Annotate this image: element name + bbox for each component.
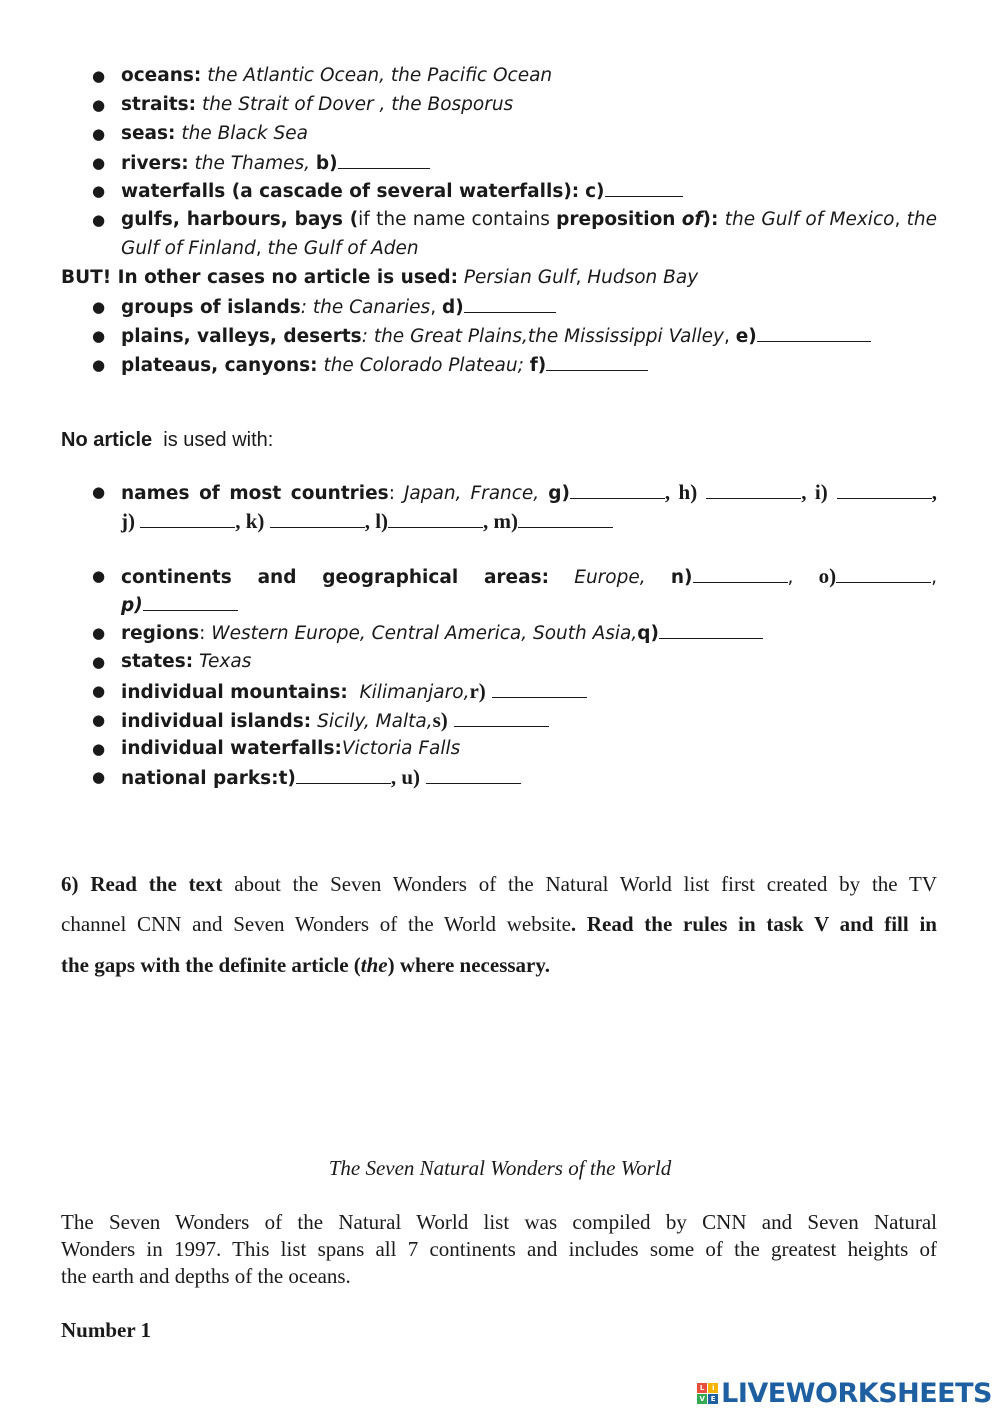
logo-text: LIVEWORKSHEETS <box>721 1377 992 1409</box>
rule-individual-islands: individual islands: Sicily, Malta,s) <box>121 707 549 735</box>
rule-individual-waterfalls: individual waterfalls:Victoria Falls <box>121 738 461 759</box>
rule-plains: plains, valleys, deserts: the Great Plains,the Mississippi Valley, e) <box>121 323 871 350</box>
gap-d[interactable] <box>464 294 556 313</box>
rule-countries: names of most countries: Japan, France, g) , h) , i) , <box>121 480 937 504</box>
rule-national-parks: national parks:t) , u) <box>121 764 521 792</box>
gap-c[interactable] <box>605 178 683 197</box>
task6-line1: 6) Read the text about the Seven Wonders of the Natural World list first created by the TV <box>61 872 938 896</box>
rule-waterfalls: waterfalls (a cascade of several waterfalls): c) <box>121 178 683 205</box>
rule-continents: continents and geographical areas: Europe, n) , o) , <box>121 564 938 588</box>
bullet: ● <box>92 211 106 229</box>
article-p1: The Seven Wonders of the Natural World list was compiled by CNN and Seven Natural <box>61 1210 937 1234</box>
gap-p[interactable] <box>143 592 238 611</box>
gap-u[interactable] <box>426 765 521 784</box>
gap-i[interactable] <box>837 480 932 499</box>
article-title: The Seven Natural Wonders of the World <box>328 1156 672 1180</box>
article-p2: Wonders in 1997. This list spans all 7 continents and includes some of the greatest heights of <box>61 1237 937 1261</box>
bullet: ● <box>92 182 106 200</box>
bullet: ● <box>92 327 106 345</box>
bullet: ● <box>92 768 106 786</box>
task6-line3: the gaps with the definite article (the) where necessary. <box>61 953 550 977</box>
gap-l[interactable] <box>388 509 483 528</box>
task6-line2: channel CNN and Seven Wonders of the World website. Read the rules in task V and fill in <box>61 912 937 936</box>
gap-b[interactable] <box>338 150 430 169</box>
gap-s[interactable] <box>454 708 549 727</box>
rule-islands: groups of islands: the Canaries, d) <box>121 294 556 321</box>
gap-n[interactable] <box>693 564 788 583</box>
rule-mountains: individual mountains: Kilimanjaro,r) <box>121 678 587 706</box>
gap-f[interactable] <box>546 352 648 371</box>
rule-plateaus: plateaus, canyons: the Colorado Plateau; f) <box>121 352 648 379</box>
article-p3: the earth and depths of the oceans. <box>61 1264 351 1288</box>
bullet: ● <box>92 298 106 316</box>
bullet: ● <box>92 125 106 143</box>
gap-r[interactable] <box>492 679 587 698</box>
rule-states: states: Texas <box>121 651 252 672</box>
logo-icon: L i V E <box>697 1383 718 1404</box>
gap-j[interactable] <box>140 509 235 528</box>
rule-rivers: rivers: the Thames, b) <box>121 150 430 177</box>
rule-seas: seas: the Black Sea <box>121 123 308 144</box>
rule-straits: straits: the Strait of Dover , the Bosporus <box>121 94 514 115</box>
rule-gulfs: gulfs, harbours, bays (if the name contains preposition of): the Gulf of Mexico, the <box>121 209 938 230</box>
rule-regions: regions: Western Europe, Central America, South Asia,q) <box>121 620 763 647</box>
rule-continents-line2: p) <box>121 592 238 619</box>
gap-k[interactable] <box>270 509 365 528</box>
bullet: ● <box>92 567 106 585</box>
no-article-heading: No article is used with: <box>61 429 274 451</box>
bullet: ● <box>92 356 106 374</box>
gap-h[interactable] <box>706 480 801 499</box>
gap-m[interactable] <box>518 509 613 528</box>
gap-t[interactable] <box>296 765 391 784</box>
bullet: ● <box>92 740 106 758</box>
bullet: ● <box>92 96 106 114</box>
but-note: BUT! In other cases no article is used: Persian Gulf, Hudson Bay <box>61 267 699 288</box>
gap-o[interactable] <box>836 564 931 583</box>
rule-countries-line2: j) , k) , l) , m) <box>121 508 613 534</box>
bullet: ● <box>92 682 106 700</box>
gap-e[interactable] <box>757 323 871 342</box>
bullet: ● <box>92 624 106 642</box>
bullet: ● <box>92 154 106 172</box>
bullet: ● <box>92 711 106 729</box>
gap-q[interactable] <box>659 620 763 639</box>
gap-g[interactable] <box>570 480 665 499</box>
number-heading: Number 1 <box>61 1318 152 1342</box>
liveworksheets-logo <box>697 1378 992 1408</box>
bullet: ● <box>92 653 106 671</box>
bullet: ● <box>92 67 106 85</box>
rule-oceans: oceans: the Atlantic Ocean, the Pacific Ocean <box>121 65 553 86</box>
rule-gulfs-line2: Gulf of Finland, the Gulf of Aden <box>121 238 419 259</box>
bullet: ● <box>92 483 106 501</box>
